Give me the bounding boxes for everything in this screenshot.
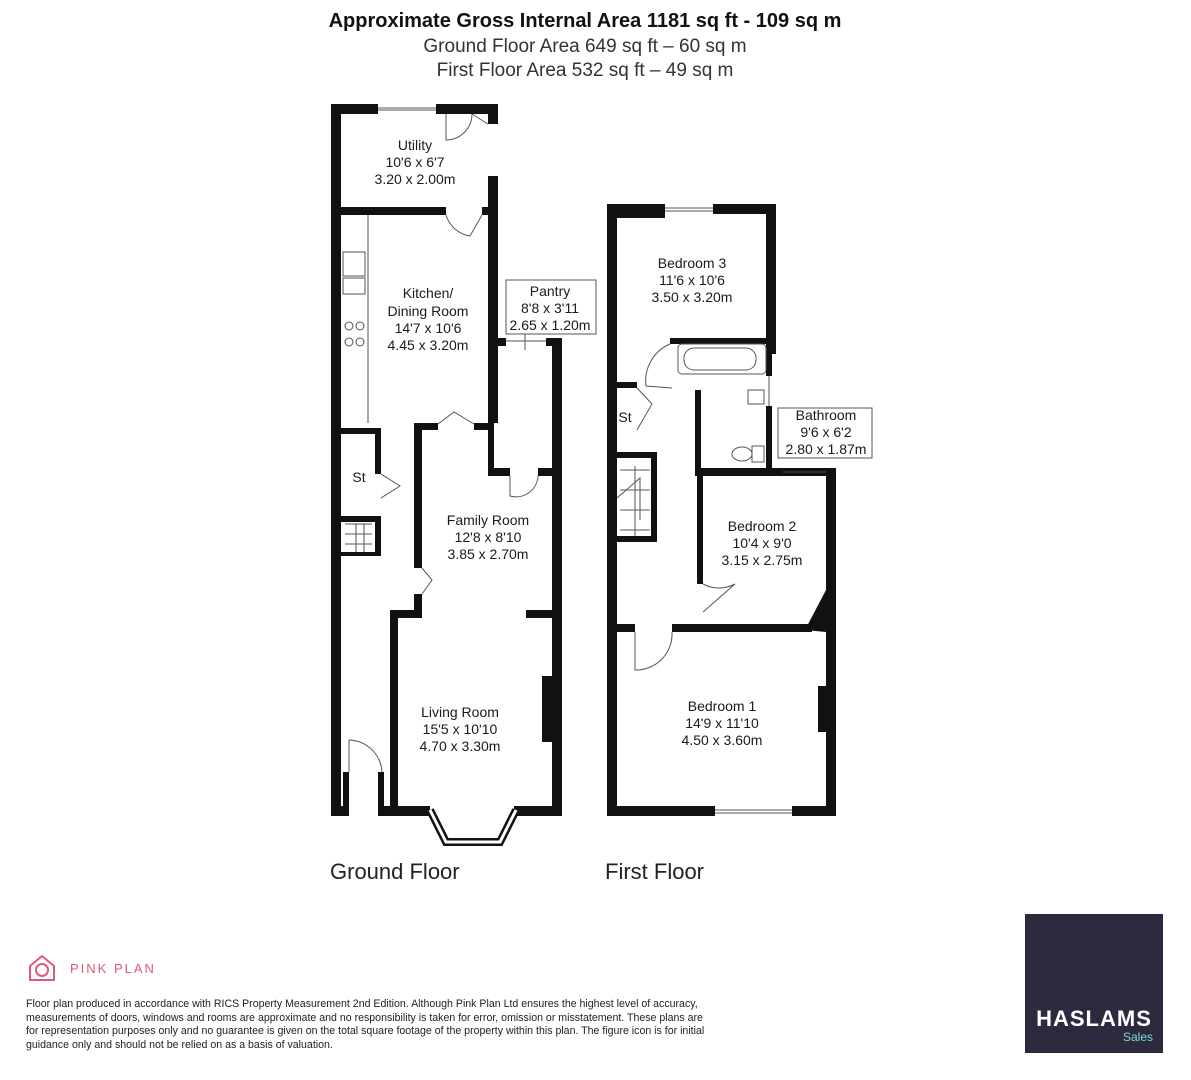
agent-name: HASLAMS (1036, 1006, 1152, 1031)
first-floor-plan (607, 204, 872, 816)
first-floor-area: First Floor Area 532 sq ft – 49 sq m (436, 60, 734, 81)
kitchen-imperial: 14'7 x 10'6 (394, 320, 462, 336)
family-imperial: 12'8 x 8'10 (454, 529, 522, 545)
pantry-imperial: 8'8 x 3'11 (520, 300, 580, 316)
utility-metric: 3.20 x 2.00m (374, 171, 456, 187)
kitchen-name-line2: Dining Room (387, 303, 469, 319)
pink-plan-brand: PINK PLAN (70, 960, 156, 976)
bathroom-imperial: 9'6 x 6'2 (800, 424, 852, 440)
utility-imperial: 10'6 x 6'7 (385, 154, 445, 170)
plan-title: Approximate Gross Internal Area 1181 sq ft - 109 sq m (328, 10, 842, 32)
family-name: Family Room (446, 512, 530, 528)
bedroom1-imperial: 14'9 x 11'10 (685, 715, 759, 731)
house-icon (26, 952, 58, 984)
ground-floor-plan (331, 104, 596, 842)
disclaimer-text: Floor plan produced in accordance with RICS Property Measurement 2nd Edition. Although Pink Plan Ltd ensures the highest level of accuracy, measurements of doors, windows and rooms are approximate and no responsibility is taken for error, omission or misstatement. These plans are for representation purposes only and no guarantee is given on the total square footage of the property within this plan. The figure icon is for initial guidance only and should not be relied on as a basis of valuation. (26, 998, 705, 1051)
utility-name: Utility (397, 137, 433, 153)
ground-floor-label: Ground Floor (330, 859, 460, 884)
kitchen-metric: 4.45 x 3.20m (387, 337, 469, 353)
bedroom2-metric: 3.15 x 2.75m (721, 552, 803, 568)
bedroom3-name: Bedroom 3 (657, 255, 727, 271)
agent-sub: Sales (1122, 1030, 1153, 1044)
first-store-name: St (618, 409, 632, 425)
pink-plan-logo (26, 952, 156, 984)
bedroom2-imperial: 10'4 x 9'0 (732, 535, 792, 551)
haslams-logo (1025, 914, 1163, 1053)
bedroom2-name: Bedroom 2 (727, 518, 797, 534)
ground-store-name: St (352, 469, 366, 485)
bedroom3-imperial: 11'6 x 10'6 (659, 272, 725, 288)
living-metric: 4.70 x 3.30m (419, 738, 501, 754)
pantry-name: Pantry (529, 283, 571, 299)
bathroom-name: Bathroom (795, 407, 857, 423)
kitchen-name-line1: Kitchen/ (402, 285, 454, 301)
living-name: Living Room (421, 704, 499, 720)
ground-floor-area: Ground Floor Area 649 sq ft – 60 sq m (423, 36, 747, 57)
bathroom-metric: 2.80 x 1.87m (785, 441, 867, 457)
first-floor-label: First Floor (605, 859, 704, 884)
pantry-metric: 2.65 x 1.20m (509, 317, 591, 333)
bedroom3-metric: 3.50 x 3.20m (651, 289, 733, 305)
bedroom1-metric: 4.50 x 3.60m (681, 732, 763, 748)
bedroom1-name: Bedroom 1 (687, 698, 757, 714)
family-metric: 3.85 x 2.70m (447, 546, 529, 562)
living-imperial: 15'5 x 10'10 (422, 721, 498, 737)
